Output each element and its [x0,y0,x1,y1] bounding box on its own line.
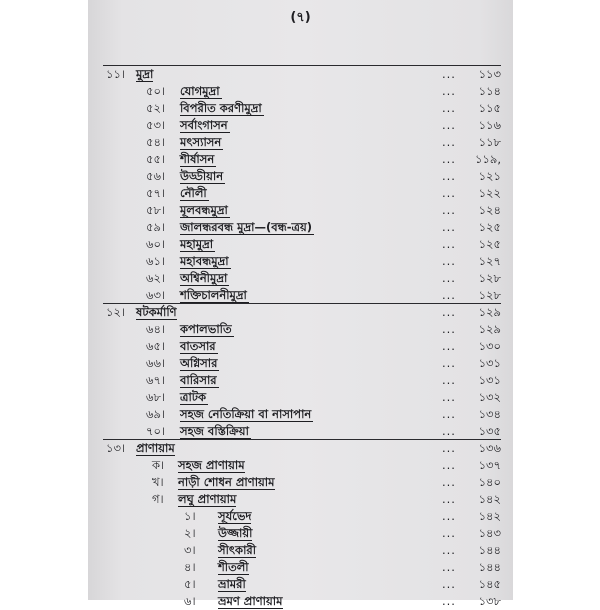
toc-entry-title: যোগমুদ্রা [180,84,220,98]
toc-entry-title: সীৎকারী [218,543,257,557]
toc-leader-dots: ... [442,203,456,217]
toc-entry-title: জালন্ধরবন্ধ মুদ্রা—(বন্ধ-ত্রয়) [180,220,313,234]
toc-entry-row [88,355,513,372]
toc-entry-number: ৩। [184,543,196,557]
toc-entry-number: ৬। [184,594,196,608]
toc-entry-title: সহজ নেতিক্রিয়া বা নাসাপান [180,407,312,421]
toc-entry-row [88,117,513,134]
toc-entry-number: ৫। [184,577,196,591]
toc-entry-number: ৫৭। [146,186,166,200]
toc-entry-title: নাড়ী শোধন প্রাণায়াম [178,475,275,489]
toc-entry-number: ৬৫। [146,339,166,353]
toc-entry-title: ষটকর্মাণি [136,305,177,319]
toc-leader-dots: ... [442,458,456,472]
toc-entry-title: বারিসার [180,373,217,387]
toc-entry-row [88,83,513,100]
toc-entry-number: ৫৮। [146,203,166,217]
toc-entry-title: উজ্জায়ী [218,526,253,540]
toc-entry-row [88,321,513,338]
toc-entry-row [88,474,513,491]
toc-leader-dots: ... [442,407,456,421]
toc-entry-number: ৫৪। [146,135,166,149]
toc-page-number: ১৪৩ [478,526,501,540]
toc-entry-title: কপালভাতি [180,322,232,336]
toc-entry-number: ৬৭। [146,373,166,387]
toc-entry-number: ৬৮। [146,390,166,404]
toc-entry-number: ৬২। [146,271,166,285]
toc-page-number: ১২১ [478,169,501,183]
toc-entry-number: ৬৪। [146,322,166,336]
toc-leader-dots: ... [442,118,456,132]
toc-entry-number: ৬৯। [146,407,166,421]
section-divider-line [103,439,501,440]
toc-entry-row [88,457,513,474]
toc-entry-row [88,270,513,287]
toc-entry-row [88,576,513,593]
toc-leader-dots: ... [442,271,456,285]
toc-leader-dots: ... [442,322,456,336]
toc-page-number: ১৩৮ [478,594,501,608]
section-divider-line [103,303,501,304]
toc-entry-number: ১। [184,509,196,523]
toc-page-number: ১৪০ [478,475,501,489]
toc-entry-title: নৌলী [180,186,207,200]
toc-entry-number: ১১। [106,67,126,81]
toc-leader-dots: ... [442,339,456,353]
toc-entry-number: ৬৩। [146,288,166,302]
toc-page-number: ১৩৭ [478,458,501,472]
toc-entry-number: ১২। [106,305,126,319]
toc-entry-title: বাতসার [180,339,216,353]
toc-entry-title: লঘু প্রাণায়াম [178,492,237,506]
toc-page-number: ১২৪ [478,203,501,217]
toc-entry-title: মহাবন্ধমুদ্রা [180,254,229,268]
toc-entry-row [88,100,513,117]
toc-leader-dots: ... [442,390,456,404]
toc-entry-row [88,559,513,576]
toc-leader-dots: ... [442,441,456,455]
toc-entry-title: প্রাণায়াম [136,441,175,455]
toc-leader-dots: ... [442,67,456,81]
toc-entry-title: ত্রাটক [180,390,207,404]
toc-leader-dots: ... [442,101,456,115]
toc-page-number: ১১৫ [478,101,501,115]
toc-page-number: ১৪৪ [478,543,501,557]
toc-entry-title: মৎস্যাসন [180,135,222,149]
toc-entry-title: সর্বাংগাসন [180,118,228,132]
table-top-line [103,65,501,66]
toc-page-number: ১২৮ [478,288,501,302]
toc-entry-row [88,372,513,389]
toc-entry-row [88,253,513,270]
toc-page-number: ১২২ [478,186,501,200]
toc-entry-number: খ। [152,475,164,489]
toc-page-number: ১৩১ [478,356,501,370]
toc-entry-title: শীর্ষাসন [180,152,215,166]
toc-entry-row [88,593,513,610]
toc-page-number: ১৩৬ [478,441,501,455]
toc-entry-title: ভ্রামরী [218,577,246,591]
toc-leader-dots: ... [442,237,456,251]
toc-page-number: ১২৫ [478,220,501,234]
toc-page-number: ১৩০ [478,339,501,353]
toc-page-number: ১৪২ [478,492,501,506]
toc-leader-dots: ... [442,492,456,506]
toc-entry-row [88,168,513,185]
toc-entry-row [88,236,513,253]
toc-entry-row [88,134,513,151]
toc-page-number: ১৩১ [478,373,501,387]
toc-entry-title: সহজ প্রাণায়াম [178,458,245,472]
toc-leader-dots: ... [442,84,456,98]
toc-leader-dots: ... [442,220,456,234]
toc-leader-dots: ... [442,152,456,166]
toc-entry-title: অশ্বিনীমুদ্রা [180,271,228,285]
toc-leader-dots: ... [442,186,456,200]
toc-leader-dots: ... [442,135,456,149]
toc-leader-dots: ... [442,424,456,438]
toc-entry-title: সূর্যভেদ [218,509,252,523]
toc-entry-title: মুদ্রা [136,67,154,81]
toc-page-number: ১১৩ [478,67,501,81]
toc-entry-row [88,542,513,559]
toc-entry-number: ৫৫। [146,152,166,166]
toc-leader-dots: ... [442,526,456,540]
toc-page-number: ১৪২ [478,509,501,523]
toc-page-number: ১৪৪ [478,560,501,574]
toc-entry-number: ৬০। [146,237,166,251]
toc-entry-number: ৭০। [146,424,166,438]
table-of-contents [88,66,513,610]
toc-page-number: ১২৯ [478,305,501,319]
toc-entry-title: অগ্নিসার [180,356,218,370]
toc-entry-title: শীতলী [218,560,249,574]
toc-page-number: ১১৪ [478,84,501,98]
toc-entry-number: ৫৩। [146,118,166,132]
toc-page-number: ১৩৫ [478,424,501,438]
toc-leader-dots: ... [442,475,456,489]
toc-entry-title: সহজ বস্তিক্রিয়া [180,424,249,438]
toc-leader-dots: ... [442,543,456,557]
toc-entry-row [88,525,513,542]
toc-page-number: ১২৫ [478,237,501,251]
toc-leader-dots: ... [442,254,456,268]
toc-page-number: ১৩৪ [478,407,501,421]
page-number: (৭) [290,10,311,25]
toc-entry-title: উড্ডীয়ান [180,169,224,183]
toc-entry-row [88,406,513,423]
toc-entry-row [88,202,513,219]
toc-entry-row [88,287,513,304]
toc-entry-number: ৫০। [146,84,166,98]
toc-entry-title: বিপরীত করণীমুদ্রা [180,101,262,115]
toc-leader-dots: ... [442,356,456,370]
toc-entry-title: ভ্রমণ প্রাণায়াম [218,594,283,608]
toc-entry-title: মহামুদ্রা [180,237,214,251]
toc-entry-number: ২। [184,526,196,540]
toc-entry-row [88,423,513,440]
book-page [88,0,513,608]
toc-entry-number: ৫২। [146,101,166,115]
toc-entry-number: গ। [152,492,164,506]
toc-entry-row [88,219,513,236]
toc-page-number: ১১৮ [478,135,501,149]
toc-entry-title: মূলবন্ধমুদ্রা [180,203,228,217]
toc-entry-row [88,338,513,355]
toc-page-number: ১৪৫ [478,577,501,591]
toc-page-number: ১১৯, [474,152,501,166]
toc-section-row [88,440,513,457]
toc-entry-number: ৪। [184,560,196,574]
toc-leader-dots: ... [442,577,456,591]
toc-section-row [88,304,513,321]
toc-page-number: ১২৯ [478,322,501,336]
toc-leader-dots: ... [442,373,456,387]
toc-leader-dots: ... [442,305,456,319]
toc-entry-number: ৫৯। [146,220,166,234]
toc-section-row [88,66,513,83]
toc-leader-dots: ... [442,594,456,608]
toc-entry-row [88,185,513,202]
toc-entry-number: ৬৬। [146,356,166,370]
toc-entry-row [88,151,513,168]
toc-page-number: ১১৬ [478,118,501,132]
toc-leader-dots: ... [442,560,456,574]
toc-entry-number: ৫৬। [146,169,166,183]
toc-entry-row [88,508,513,525]
toc-entry-number: ১৩। [106,441,126,455]
toc-entry-number: ৬১। [146,254,166,268]
toc-entry-title: শক্তিচালনীমুদ্রা [180,288,247,302]
toc-page-number: ১২৮ [478,271,501,285]
toc-leader-dots: ... [442,509,456,523]
toc-entry-row [88,389,513,406]
toc-entry-number: ক। [152,458,165,472]
toc-page-number: ১৩২ [478,390,501,404]
toc-leader-dots: ... [442,169,456,183]
toc-page-number: ১২৭ [478,254,501,268]
toc-leader-dots: ... [442,288,456,302]
toc-entry-row [88,491,513,508]
